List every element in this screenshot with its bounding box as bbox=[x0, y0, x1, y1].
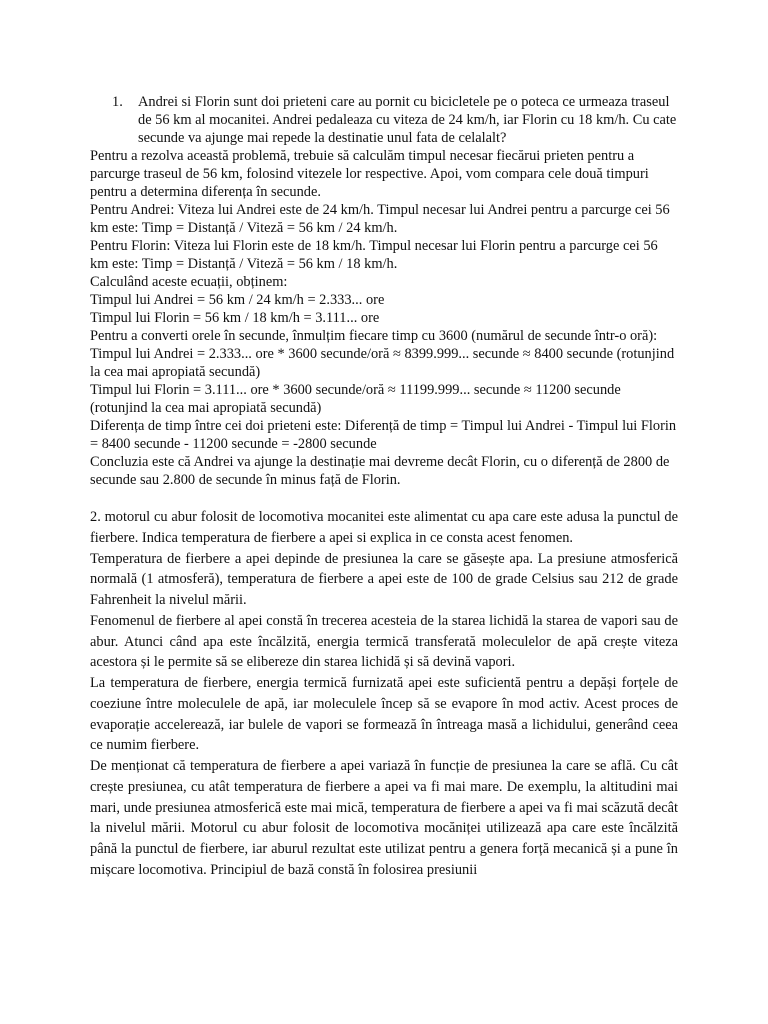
answer-1-paragraph: Diferența de timp între cei doi prieteni este: Diferență de timp = Timpul lui Andrei - Timpul lui Florin = 8400 secunde - 11200 secunde = -2800 secunde bbox=[90, 418, 677, 452]
answer-1-paragraph: Timpul lui Florin = 3.111... ore * 3600 secunde/oră ≈ 11199.999... secunde ≈ 11200 secunde (rotunjind la cea mai apropiată secundă) bbox=[90, 382, 621, 416]
answer-2-paragraph: Fenomenul de fierbere al apei constă în trecerea acesteia de la starea lichidă la starea de vapori sau de abur. Atunci când apa este încălzită, energia termică transferată moleculelor de apă crește viteza acestora și le permite să se elibereze din starea lichidă și să devină vapori. bbox=[90, 612, 678, 671]
question-1-text: Andrei si Florin sunt doi prieteni care au pornit cu bicicletele pe o poteca ce urmeaza traseul de 56 km al mocanitei. Andrei pedaleaza cu viteza de 24 km/h, iar Florin cu 18 km/h. Cu cate secunde va ajunge mai repede la destinatie unul fata de celalalt? bbox=[138, 94, 677, 146]
answer-1-paragraph: Pentru a rezolva această problemă, trebuie să calculăm timpul necesar fiecărui prieten pentru a parcurge traseul de 56 km, folosind vitezele lor respective. Apoi, vom compara cele două timpuri pentru a determina diferența în secunde. bbox=[90, 148, 649, 200]
answer-2-paragraph: De menționat că temperatura de fierbere a apei variază în funcție de presiunea la care se află. Cu cât crește presiunea, cu atât temperatura de fierbere a apei va fi mai mare. De exemplu, la altitudini mai mari, unde presiunea atmosferică este mai mică, temperatura de fierbere a apei va fi mai scăzută decât la nivelul mării. Motorul cu abur folosit de locomotiva mocăniței utilizează apa care este încălzită până la punctul de fierbere, iar aburul rezultat este utilizat pentru a genera forță mecanică și a pune în mișcare locomotiva. Principiul de bază constă în folosirea presiunii bbox=[90, 758, 678, 878]
answer-1-paragraph: Concluzia este că Andrei va ajunge la destinație mai devreme decât Florin, cu o diferență de 2800 de secunde sau 2.800 de secunde în minus față de Florin. bbox=[90, 454, 670, 488]
document-page bbox=[90, 93, 678, 881]
answer-1-paragraph: Pentru Florin: Viteza lui Florin este de 18 km/h. Timpul necesar lui Florin pentru a parcurge cei 56 km este: Timp = Distanță / Viteză = 56 km / 18 km/h. bbox=[90, 238, 658, 272]
answer-2-paragraph: La temperatura de fierbere, energia termică furnizată apei este suficientă pentru a depăși forțele de coeziune între moleculele de apă, iar moleculele încep să se evapore în mod activ. Acest proces de evaporație accelerează, iar bulele de vapori se formează în întreaga masă a lichidului, generând ceea ce numim fierbere. bbox=[90, 675, 678, 754]
answer-1-paragraph: Calculând aceste ecuații, obținem: bbox=[90, 274, 288, 290]
answer-1-paragraph: Pentru Andrei: Viteza lui Andrei este de 24 km/h. Timpul necesar lui Andrei pentru a parcurge cei 56 km este: Timp = Distanță / Viteză = 56 km / 24 km/h. bbox=[90, 202, 670, 236]
answer-1-paragraph: Timpul lui Andrei = 2.333... ore * 3600 secunde/oră ≈ 8399.999... secunde ≈ 8400 secunde (rotunjind la cea mai apropiată secundă) bbox=[90, 346, 675, 380]
section-2 bbox=[90, 507, 678, 881]
answer-1-paragraph: Pentru a converti orele în secunde, înmulțim fiecare timp cu 3600 (numărul de secunde într-o oră): bbox=[90, 328, 658, 344]
answer-1 bbox=[90, 147, 678, 489]
answer-2-paragraph: Temperatura de fierbere a apei depinde de presiunea la care se găsește apa. La presiune atmosferică normală (1 atmosferă), temperatura de fierbere a apei este de 100 de grade Celsius sau 212 de grade Fahrenheit la nivelul mării. bbox=[90, 550, 678, 608]
answer-1-paragraph: Timpul lui Andrei = 56 km / 24 km/h = 2.333... ore bbox=[90, 292, 385, 308]
answer-1-paragraph: Timpul lui Florin = 56 km / 18 km/h = 3.111... ore bbox=[90, 310, 380, 326]
question-1 bbox=[90, 93, 678, 147]
question-1-number: 1. bbox=[112, 94, 123, 110]
paragraph-spacer bbox=[90, 489, 678, 507]
question-2-text: 2. motorul cu abur folosit de locomotiva mocanitei este alimentat cu apa care este adusa la punctul de fierbere. Indica temperatura de fierbere a apei si explica in ce consta acest fenomen. bbox=[90, 509, 678, 546]
